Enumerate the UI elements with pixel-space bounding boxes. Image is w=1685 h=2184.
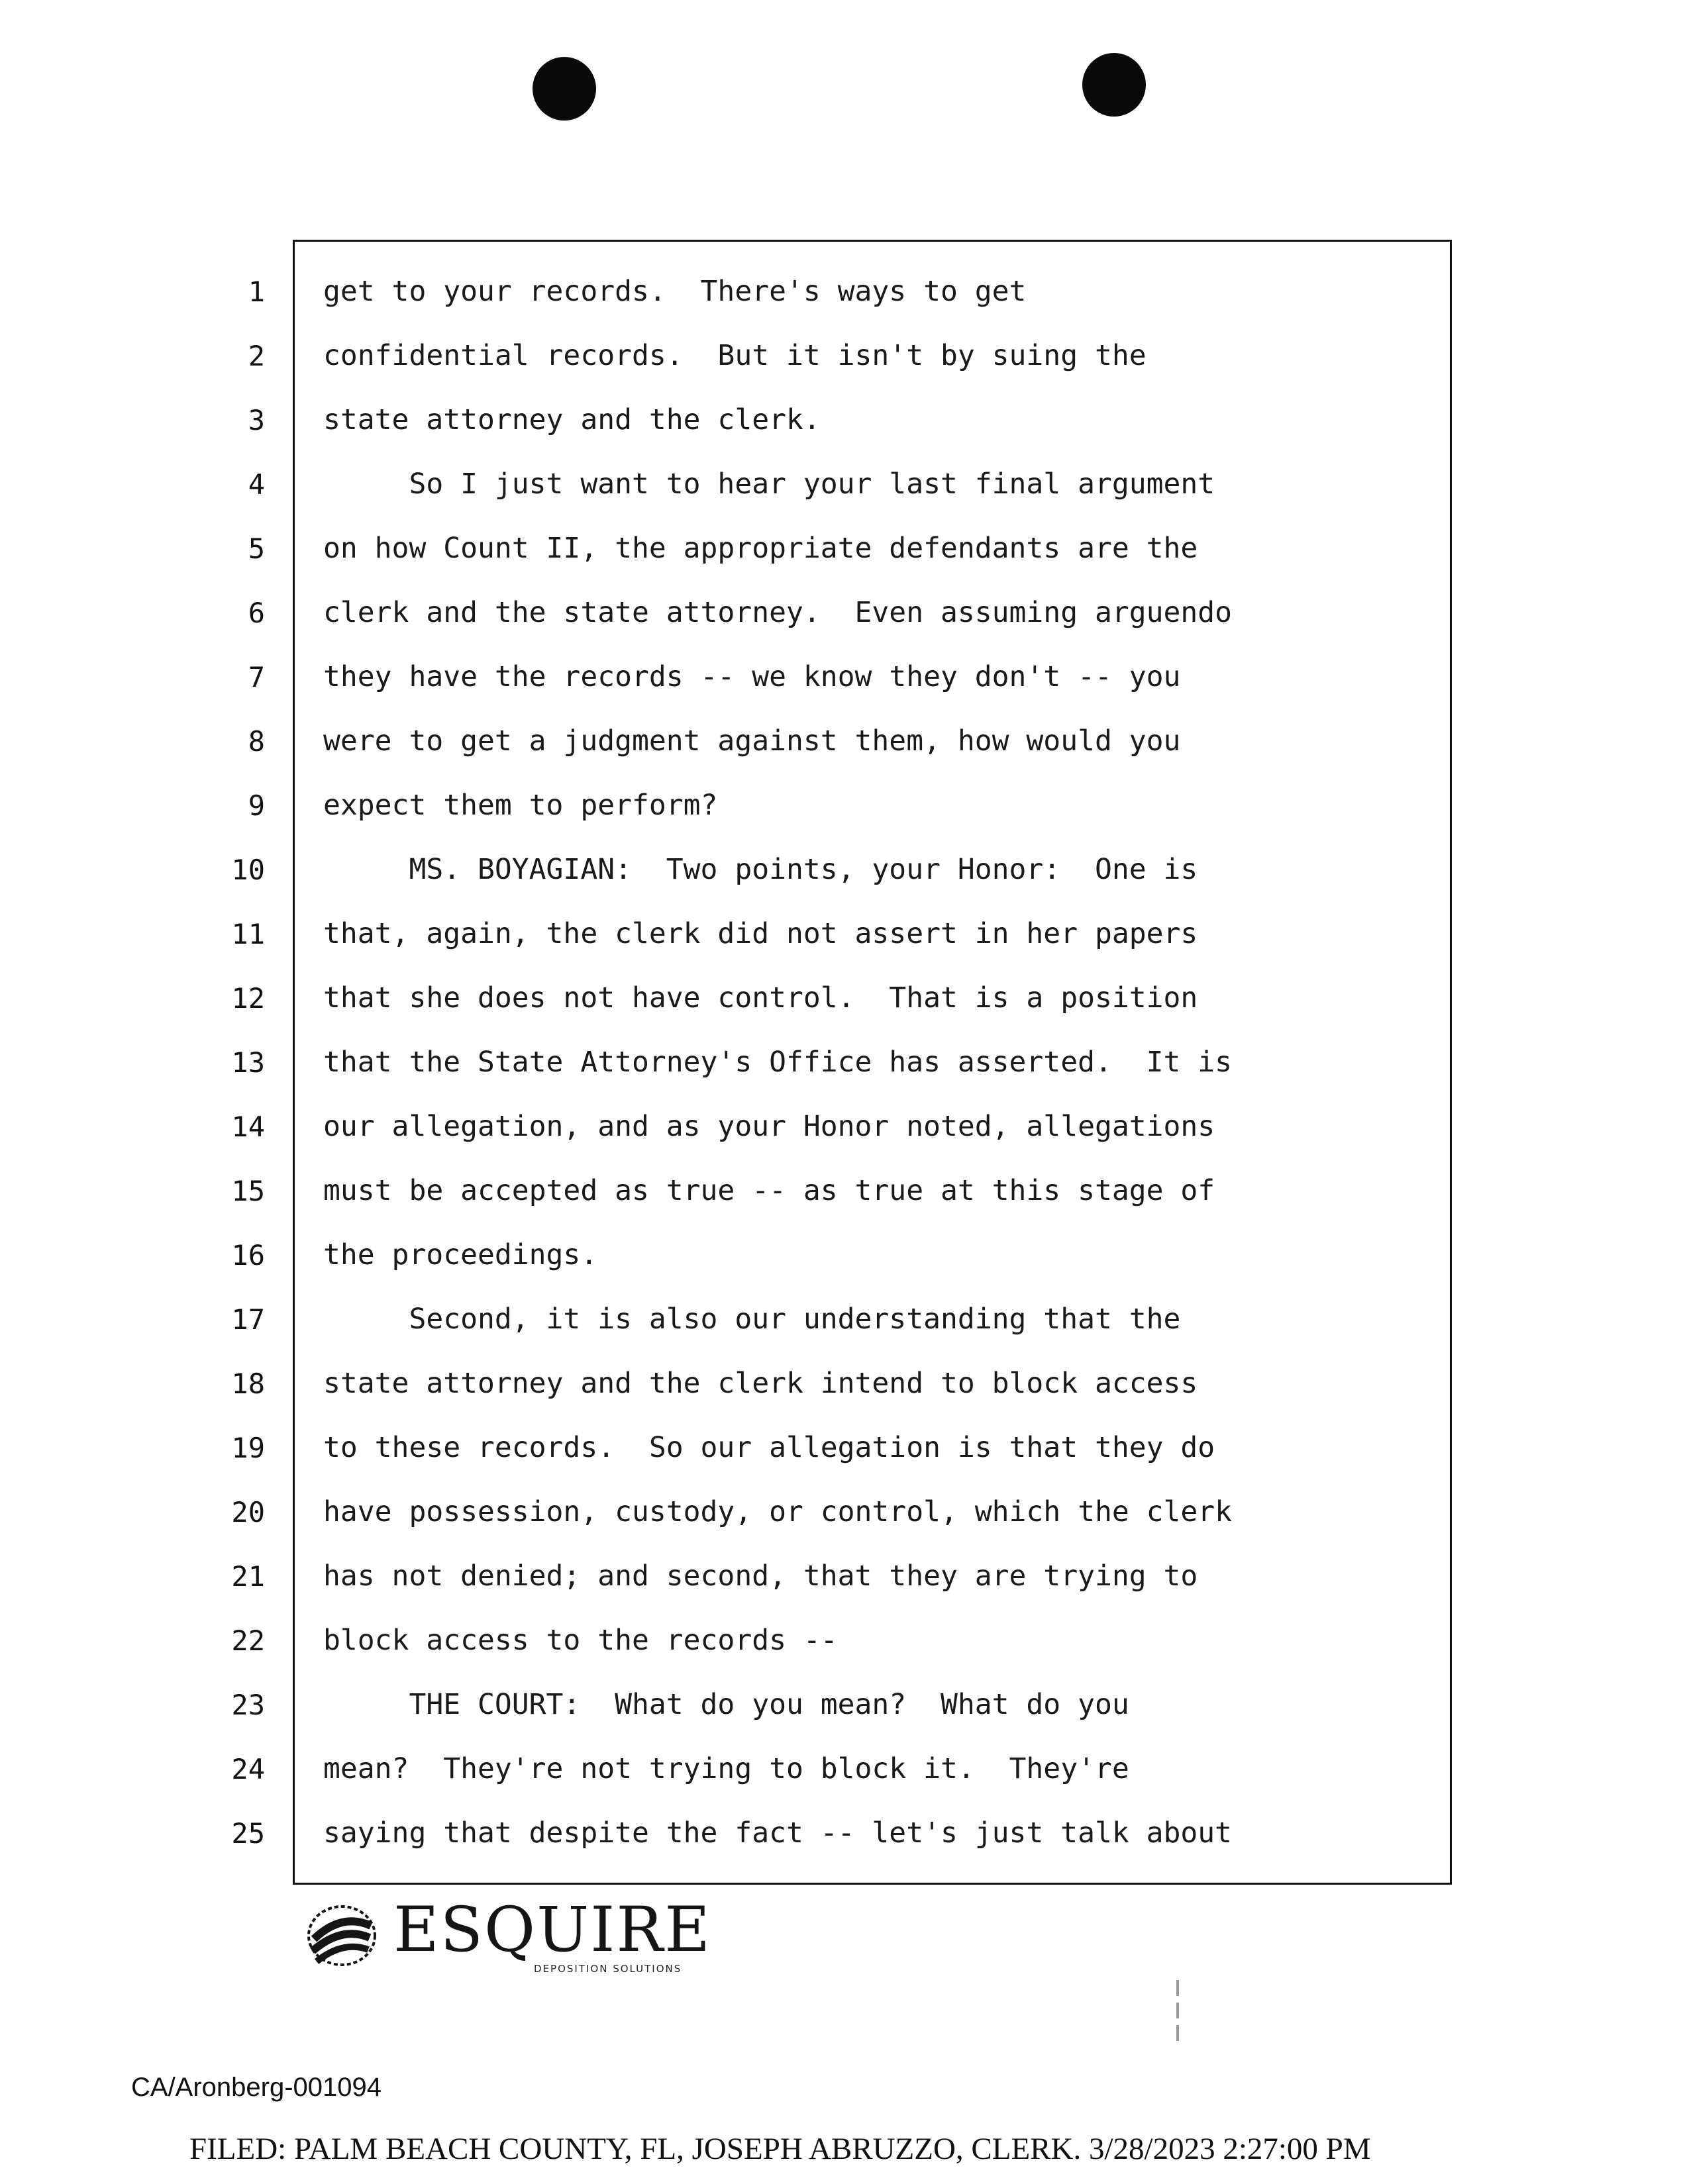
line-number: 4	[248, 468, 265, 501]
transcript-line: on how Count II, the appropriate defendants are the	[323, 532, 1198, 565]
line-number: 14	[231, 1111, 265, 1143]
transcript-line: mean? They're not trying to block it. They're	[323, 1752, 1129, 1785]
transcript-line: were to get a judgment against them, how would you	[323, 724, 1181, 758]
line-number: 7	[248, 661, 265, 693]
line-number: 9	[248, 789, 265, 822]
transcript-line: have possession, custody, or control, which the clerk	[323, 1495, 1233, 1528]
transcript-line: clerk and the state attorney. Even assuming arguendo	[323, 596, 1233, 629]
transcript-line: expect them to perform?	[323, 789, 718, 822]
transcript-line: state attorney and the clerk intend to block access	[323, 1367, 1198, 1400]
transcript-line: Second, it is also our understanding that the	[323, 1303, 1181, 1336]
transcript-line: our allegation, and as your Honor noted, allegations	[323, 1110, 1215, 1143]
scan-speck	[1176, 1980, 1179, 1996]
transcript-text	[323, 260, 1443, 1865]
line-number: 1	[248, 275, 265, 308]
line-number: 18	[231, 1367, 265, 1400]
punch-hole-left	[533, 57, 596, 121]
scan-speck	[1176, 2025, 1179, 2041]
line-number: 12	[231, 982, 265, 1015]
line-number: 17	[231, 1303, 265, 1336]
transcript-line: they have the records -- we know they don't -- you	[323, 660, 1181, 693]
transcript-line: MS. BOYAGIAN: Two points, your Honor: One is	[323, 853, 1198, 886]
transcript-line: So I just want to hear your last final argument	[323, 468, 1215, 501]
line-number: 2	[248, 340, 265, 372]
scan-speck	[1176, 2003, 1179, 2018]
transcript-line: confidential records. But it isn't by suing the	[323, 339, 1147, 372]
transcript-line: that she does not have control. That is a position	[323, 981, 1198, 1015]
line-number: 23	[231, 1689, 265, 1721]
line-number: 6	[248, 597, 265, 629]
transcript-line: that the State Attorney's Office has asserted. It is	[323, 1046, 1233, 1079]
transcript-line: get to your records. There's ways to get	[323, 275, 1027, 308]
line-number: 3	[248, 404, 265, 436]
punch-hole-right	[1082, 53, 1146, 117]
line-number: 25	[231, 1817, 265, 1850]
line-number: 10	[231, 854, 265, 886]
line-number: 13	[231, 1046, 265, 1079]
line-number: 11	[231, 918, 265, 950]
transcript-line: saying that despite the fact -- let's just talk about	[323, 1816, 1233, 1850]
transcript-line: has not denied; and second, that they are trying to	[323, 1560, 1198, 1593]
line-number: 15	[231, 1175, 265, 1207]
logo-subtitle: DEPOSITION SOLUTIONS	[534, 1963, 682, 1975]
bates-number: CA/Aronberg-001094	[131, 2073, 382, 2102]
line-number: 20	[231, 1496, 265, 1528]
transcript-line: the proceedings.	[323, 1238, 598, 1271]
line-number: 16	[231, 1239, 265, 1271]
transcript-line: block access to the records --	[323, 1624, 838, 1657]
line-number: 24	[231, 1753, 265, 1785]
transcript-line: THE COURT: What do you mean? What do you	[323, 1688, 1129, 1721]
filing-stamp: FILED: PALM BEACH COUNTY, FL, JOSEPH ABRUZZO, CLERK. 3/28/2023 2:27:00 PM	[189, 2132, 1371, 2166]
esquire-logo	[302, 1894, 711, 1980]
transcript-line: that, again, the clerk did not assert in her papers	[323, 917, 1198, 950]
transcript-line: state attorney and the clerk.	[323, 403, 821, 436]
line-number: 8	[248, 725, 265, 758]
line-number: 21	[231, 1560, 265, 1593]
transcript-line: to these records. So our allegation is that they do	[323, 1431, 1215, 1464]
line-number-column	[192, 260, 265, 1865]
esquire-swirl-icon	[302, 1899, 382, 1972]
logo-wordmark: ESQUIRE	[393, 1894, 711, 1966]
line-number: 19	[231, 1432, 265, 1464]
transcript-line: must be accepted as true -- as true at this stage of	[323, 1174, 1215, 1207]
line-number: 5	[248, 532, 265, 565]
line-number: 22	[231, 1624, 265, 1657]
